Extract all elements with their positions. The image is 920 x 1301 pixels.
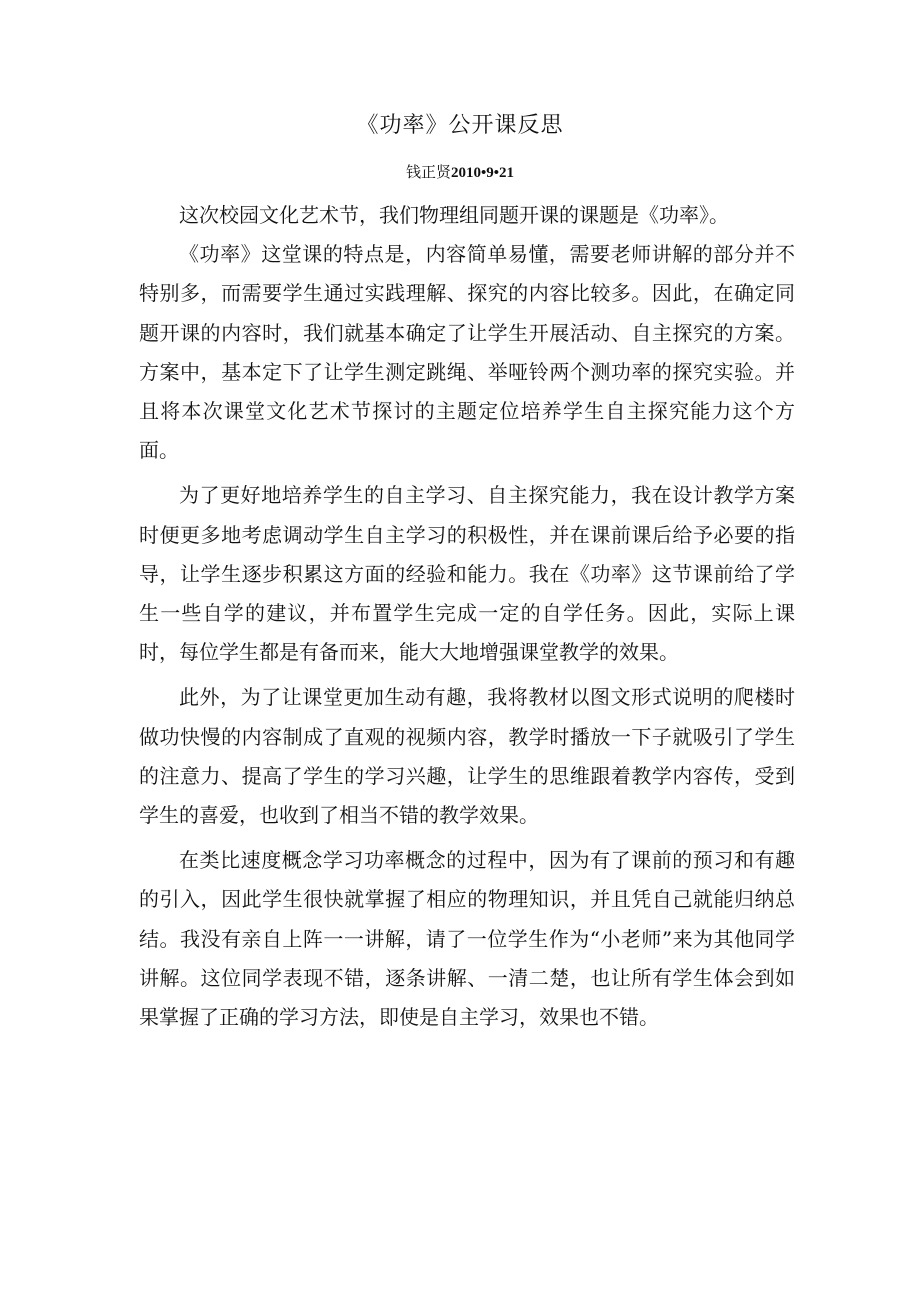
paragraph-intro: 这次校园文化艺术节，我们物理组同题开课的课题是《功率》。 bbox=[179, 203, 729, 227]
author-line bbox=[0, 160, 920, 185]
document-body bbox=[139, 196, 795, 1037]
author-name: 钱正贤 bbox=[405, 163, 451, 181]
document-title: 《功率》公开课反思 bbox=[356, 113, 564, 138]
paragraph-video: 此外，为了让课堂更加生动有趣，我将教材以图文形式说明的爬楼时做功快慢的内容制成了直观的视频内容，教学时播放一下子就吸引了学生的注意力、提高了学生的学习兴趣，让学生的思维跟着教学内容传，受到学生的喜爱，也收到了相当不错的教学效果。 bbox=[139, 685, 795, 828]
document-date: 2010•9•21 bbox=[451, 165, 515, 181]
paragraph-self-study: 为了更好地培养学生的自主学习、自主探究能力，我在设计教学方案时便更多地考虑调动学生自主学习的积极性，并在课前课后给予必要的指导，让学生逐步积累这方面的经验和能力。我在《功率》这节课前给了学生一些自学的建议，并布置学生完成一定的自学任务。因此，实际上课时，每位学生都是有备而来，能大大地增强课堂教学的效果。 bbox=[139, 483, 795, 665]
paragraph-concept-learning: 在类比速度概念学习功率概念的过程中，因为有了课前的预习和有趣的引入，因此学生很快就掌握了相应的物理知识，并且凭自己就能归纳总结。我没有亲自上阵一一讲解，请了一位学生作为“小老师”来为其他同学讲解。这位同学表现不错，逐条讲解、一清二楚，也让所有学生体会到如果掌握了正确的学习方法，即使是自主学习，效果也不错。 bbox=[139, 848, 795, 1030]
paragraph-course-features: 《功率》这堂课的特点是，内容简单易懂，需要老师讲解的部分并不特别多，而需要学生通过实践理解、探究的内容比较多。因此，在确定同题开课的内容时，我们就基本确定了让学生开展活动、自主探究的方案。方案中，基本定下了让学生测定跳绳、举哑铃两个测功率的探究实验。并且将本次课堂文化艺术节探讨的主题定位培养学生自主探究能力这个方面。 bbox=[139, 242, 795, 463]
